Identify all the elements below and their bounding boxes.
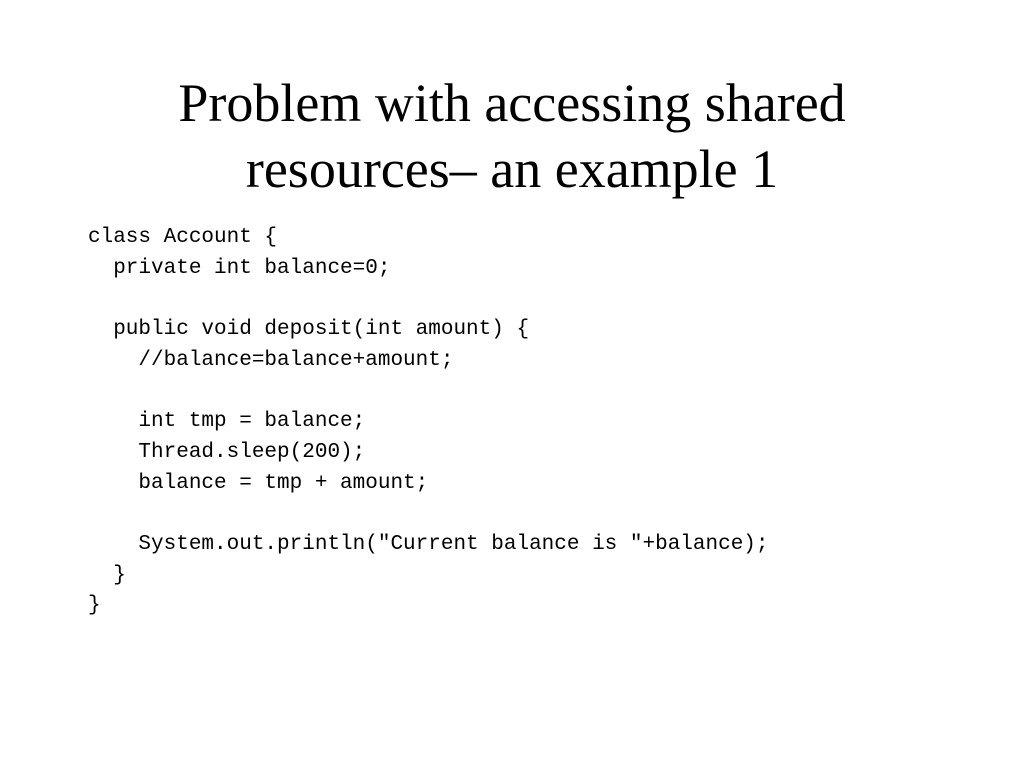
code-line: System.out.println("Current balance is "+balance);	[88, 532, 769, 556]
code-line	[88, 284, 769, 315]
code-line	[88, 499, 769, 530]
code-block	[88, 223, 769, 622]
code-line: Thread.sleep(200);	[88, 440, 366, 464]
slide-title-line-1: Problem with accessing shared	[178, 73, 846, 133]
code-line: //balance=balance+amount;	[88, 348, 454, 372]
code-line: int tmp = balance;	[88, 410, 366, 434]
code-line	[88, 376, 769, 407]
slide-title	[0, 70, 1024, 202]
code-line: class Account {	[88, 226, 278, 249]
slide-title-line-2: resources– an example 1	[245, 139, 779, 199]
code-line: }	[88, 563, 126, 587]
code-line: public void deposit(int amount) {	[88, 318, 530, 342]
code-line: }	[88, 594, 101, 618]
code-line: private int balance=0;	[88, 256, 391, 280]
code-line: balance = tmp + amount;	[88, 471, 429, 495]
